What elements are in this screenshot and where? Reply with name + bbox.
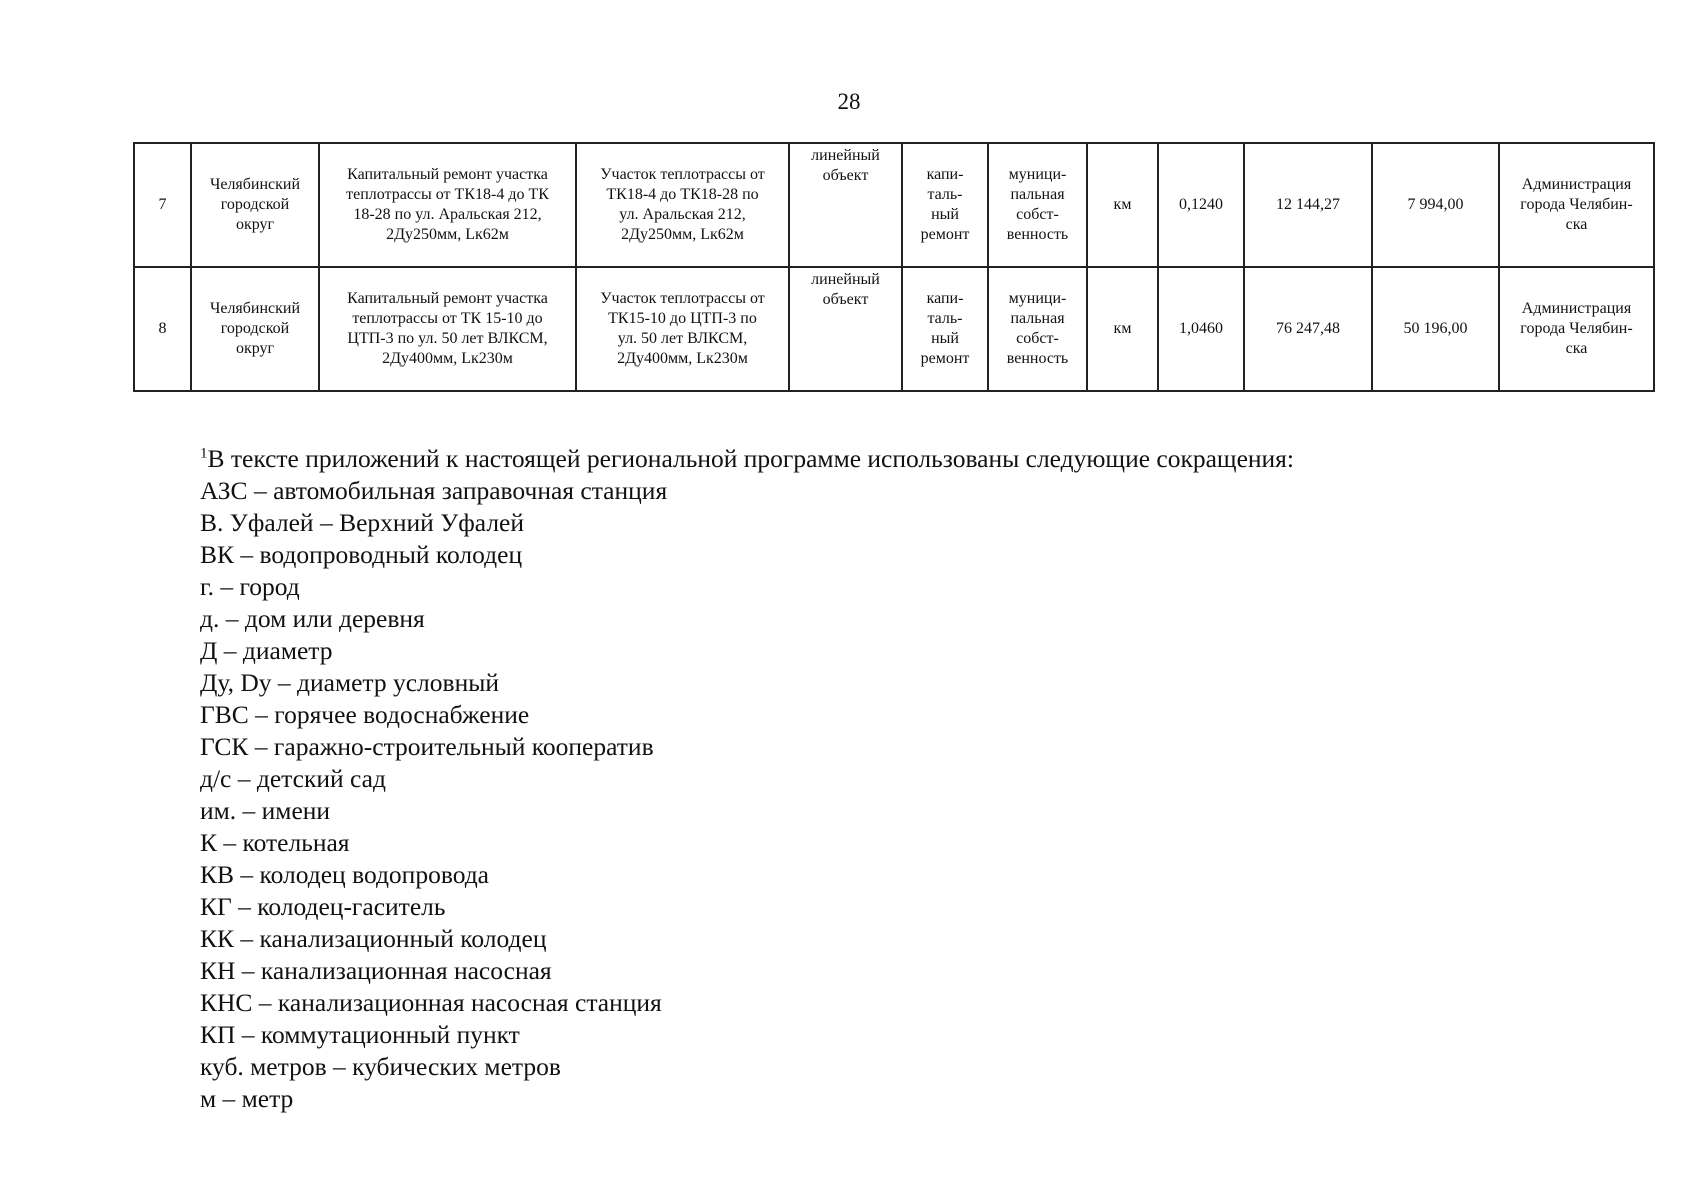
list-item: КВ – колодец водопровода: [200, 860, 490, 889]
list-item: КК – канализационный колодец: [200, 924, 547, 953]
work-cell: Капитальный ремонт участка теплотрассы от ТК18-4 до ТК 18-28 по ул. Аральская 212, 2Ду250мм, Lк62м: [319, 143, 576, 267]
list-item: Д – диаметр: [200, 636, 333, 665]
row-number: 7: [134, 143, 191, 267]
table-row: [134, 143, 1654, 267]
unit-cell: км: [1087, 143, 1158, 267]
abbreviations-list: [200, 475, 1640, 1115]
list-item: КН – канализационная насосная: [200, 956, 552, 985]
list-item: КП – коммутационный пункт: [200, 1020, 520, 1049]
abbreviations-footnote: [200, 443, 1640, 1115]
quantity-cell: 1,0460: [1158, 267, 1244, 391]
list-item: ГСК – гаражно-строительный кооператив: [200, 732, 654, 761]
list-item: им. – имени: [200, 796, 331, 825]
list-item: ГВС – горячее водоснабжение: [200, 700, 530, 729]
row-number: 8: [134, 267, 191, 391]
works-table: [133, 142, 1655, 392]
object-cell: Участок теплотрассы от ТК18-4 до ТК18-28 по ул. Аральская 212, 2Ду250мм, Lк62м: [576, 143, 789, 267]
ownership-cell: муници- пальная собст- венность: [988, 267, 1087, 391]
municipality-cell: Челябинский городской округ: [191, 143, 319, 267]
list-item: К – котельная: [200, 828, 350, 857]
budget-cell: 7 994,00: [1372, 143, 1499, 267]
object-type-cell: линейный объект: [789, 143, 902, 267]
list-item: куб. метров – кубических метров: [200, 1052, 561, 1081]
list-item: КНС – канализационная насосная станция: [200, 988, 662, 1017]
list-item: д/с – детский сад: [200, 764, 386, 793]
table-row: [134, 267, 1654, 391]
unit-cell: км: [1087, 267, 1158, 391]
cost-cell: 76 247,48: [1244, 267, 1372, 391]
object-cell: Участок теплотрассы от ТК15-10 до ЦТП-3 по ул. 50 лет ВЛКСМ, 2Ду400мм, Lк230м: [576, 267, 789, 391]
list-item: д. – дом или деревня: [200, 604, 425, 633]
executor-cell: Администрация города Челябин- ска: [1499, 267, 1654, 391]
ownership-cell: муници- пальная собст- венность: [988, 143, 1087, 267]
budget-cell: 50 196,00: [1372, 267, 1499, 391]
list-item: ВК – водопроводный колодец: [200, 540, 523, 569]
footnote-marker: 1: [200, 445, 208, 462]
list-item: В. Уфалей – Верхний Уфалей: [200, 508, 525, 537]
list-item: АЗС – автомобильная заправочная станция: [200, 476, 668, 505]
page-number: 28: [837, 89, 861, 114]
work-type-cell: капи- таль- ный ремонт: [902, 267, 988, 391]
municipality-cell: Челябинский городской округ: [191, 267, 319, 391]
object-type-cell: линейный объект: [789, 267, 902, 391]
list-item: КГ – колодец-гаситель: [200, 892, 446, 921]
quantity-cell: 0,1240: [1158, 143, 1244, 267]
list-item: Ду, Dy – диаметр условный: [200, 668, 499, 697]
work-type-cell: капи- таль- ный ремонт: [902, 143, 988, 267]
list-item: г. – город: [200, 572, 300, 601]
footnote-intro: $^1$В тексте приложений к настоящей региональной программе использованы следующие сокращения:: [200, 444, 1294, 473]
list-item: м – метр: [200, 1084, 294, 1113]
work-cell: Капитальный ремонт участка теплотрассы от ТК 15-10 до ЦТП-3 по ул. 50 лет ВЛКСМ, 2Ду400мм, Lк230м: [319, 267, 576, 391]
executor-cell: Администрация города Челябин- ска: [1499, 143, 1654, 267]
cost-cell: 12 144,27: [1244, 143, 1372, 267]
